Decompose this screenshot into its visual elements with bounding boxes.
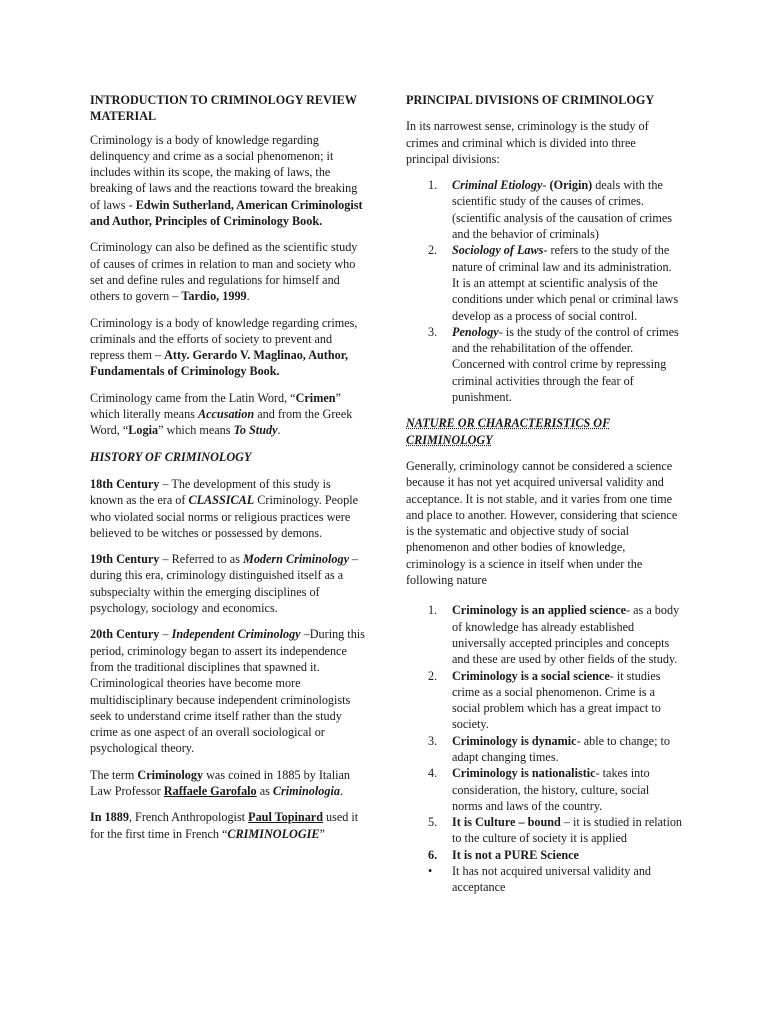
history-18th-century: 18th Century – The development of this study is known as the era of CLASSICAL Criminology. People who violated social norms or religious practices were believed to be witches or possessed by demons. [90,476,359,540]
history-19th-century: 19th Century – Referred to as Modern Criminology – during this era, criminology distinguished itself as a subspecialty within the emerging disciplines of psychology, sociology and economics. [90,552,359,616]
divisions-heading: PRINCIPAL DIVISIONS OF CRIMINOLOGY [406,93,655,107]
list-item: 5. It is Culture – bound – it is studied in relation to the culture of society it is applied [428,815,683,846]
source-sutherland: Edwin Sutherland, American Criminologist and Author, Principles of Criminology Book. [90,197,363,229]
divisions-intro: In its narrowest sense, criminology is the study of crimes and criminal which is divided into three principal divisions: [406,119,649,166]
characteristics-list [406,602,682,895]
definition-tardio: Criminology can also be defined as the scientific study of causes of crimes in relation to man and society who set and define rules and regulations for himself and others to govern – Tardio, 1999. [90,240,358,304]
nature-intro: Generally, criminology cannot be considered a science because it has not yet acquired universal validity and acceptance. It is not stable, and it varies from one time and place to another. However, considering that science is the systematic and objective study of social phenomenon and other bodies of knowledge, criminology is a science in itself when under the following nature [406,458,678,588]
document-title: INTRODUCTION TO CRIMINOLOGY REVIEW MATERIAL [90,93,357,124]
bullet-icon: • [428,864,433,879]
definition-maglinao: Criminology is a body of knowledge regarding crimes, criminals and the efforts of society to prevent and repress them – Atty. Gerardo V. Maglinao, Author, Fundamentals of Criminology Book. [90,315,358,379]
list-item: 4. Criminology is nationalistic- takes into consideration, the history, culture, social norms and laws of the country. [428,766,650,813]
nature-heading: NATURE OR CHARACTERISTICS OF CRIMINOLOGY [406,416,611,447]
history-20th-century: 20th Century – Independent Criminology –During this period, criminology began to assert its independence from the traditional disciplines that spawned it. Criminological theories have become more multidisciplinary because independent criminologists seek to understand crime itself rather than the study crime as one aspect of an overall sociological or psychological theory. [90,627,365,756]
left-column [90,92,366,852]
history-heading: HISTORY OF CRIMINOLOGY [90,449,252,464]
list-item: 1. Criminology is an applied science- as a body of knowledge has already established universally accepted principles and concepts and these are used by other fields of the study. [428,603,680,667]
list-item: 3. Criminology is dynamic- able to change; to adapt changing times. [428,733,670,764]
list-item: 1. Criminal Etiology- (Origin) deals with the scientific study of the causes of crimes. (scientific analysis of the causation of crimes and the behavior of criminals) [428,178,672,242]
bullet-item: • It has not acquired universal validity and acceptance [428,864,652,895]
list-item: 2. Sociology of Laws- refers to the study of the nature of criminal law and its administration. It is an attempt at scientific analysis of the conditions under which penal or criminal laws develop as a process of social control. [428,243,679,323]
right-column [406,92,682,906]
divisions-list [406,177,682,405]
list-item: 3. Penology- is the study of the control of crimes and the rehabilitation of the offender. Concerned with control crime by repressing criminal activities through the fear of punishment. [428,324,679,405]
year-1889-paragraph: In 1889, French Anthropologist Paul Topinard used it for the first time in French “CRIMINOLOGIE” [90,810,359,841]
etymology-paragraph: Criminology came from the Latin Word, “Crimen” which literally means Accusation and from the Greek Word, “Logia” which means To Study. [90,390,353,438]
source-maglinao: Atty. Gerardo V. Maglinao, Author, Fundamentals of Criminology Book. [90,348,349,379]
list-item: 6. It is not a PURE Science [428,847,579,862]
definition-sutherland: Criminology is a body of knowledge regarding delinquency and crime as a social phenomenon; it includes within its scope, the making of laws, the breaking of laws and the reactions toward the breaking of laws - Edwin Sutherland, American Criminologist and Author, Principles of Criminology Book. [90,132,363,229]
source-tardio: Tardio, 1999 [181,289,247,304]
list-item: 2. Criminology is a social science- it studies crime as a social phenomenon. Crime is a social problem which has a great impact to society. [428,668,661,732]
term-origin-paragraph: The term Criminology was coined in 1885 by Italian Law Professor Raffaele Garofalo as Criminologia. [90,767,350,798]
